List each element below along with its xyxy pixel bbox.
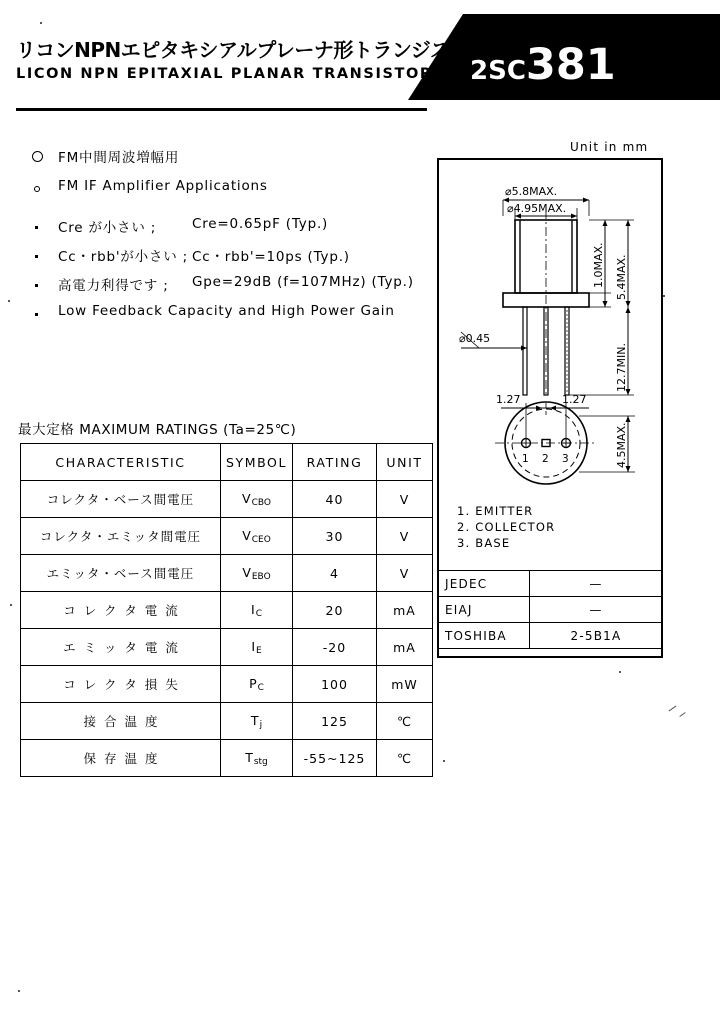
cell-symbol: $T_j$: [221, 703, 293, 740]
cell-unit: mA: [377, 592, 433, 629]
page-header: [0, 14, 720, 100]
table-row: [21, 555, 433, 592]
symbol-subscript: CEO: [251, 534, 271, 545]
cell-symbol: $P_C$: [221, 666, 293, 703]
scan-speck: [679, 712, 685, 717]
cell-characteristic: エミッタ電流: [21, 629, 221, 666]
scan-speck: [10, 604, 12, 606]
cell-unit: V: [377, 555, 433, 592]
header-divider-rule: [16, 108, 427, 111]
feature-text: FM中間周波増幅用: [58, 150, 180, 166]
cell-unit: mA: [377, 629, 433, 666]
cell-standard-name: EIAJ: [438, 597, 530, 623]
feature-value: Gpe=29dB (f=107MHz) (Typ.): [192, 274, 414, 290]
small-circle-bullet-icon: [32, 179, 40, 196]
scan-speck: [669, 706, 677, 712]
circle-bullet-icon: [32, 147, 43, 166]
feature-text: 高電力利得です ;: [58, 278, 169, 294]
dot-bullet-icon: [32, 217, 38, 233]
feature-item: [32, 303, 442, 332]
table-row: [21, 518, 433, 555]
table-header-row: [21, 444, 433, 481]
dim-body-height: 5.4MAX.: [615, 254, 628, 300]
dim-can-dia-max: ⌀4.95MAX.: [507, 202, 567, 215]
cell-symbol: $T_{stg}$: [221, 740, 293, 777]
table-row: [21, 740, 433, 777]
part-number-digits: 381: [525, 40, 616, 90]
table-row: [438, 597, 663, 623]
table-row: [21, 481, 433, 518]
feature-value: Cre=0.65pF (Typ.): [192, 216, 329, 232]
feature-item: [32, 146, 442, 178]
symbol-subscript: C: [257, 682, 264, 693]
cell-symbol: $V_{CEO}$: [221, 518, 293, 555]
title-japanese: リコンNPNエピタキシアルプレーナ形トランジスタ: [16, 38, 469, 62]
symbol-subscript: C: [255, 608, 262, 619]
scan-speck: [18, 990, 20, 992]
symbol-subscript: CBO: [251, 497, 271, 508]
table-row: [21, 703, 433, 740]
column-header-unit: UNIT: [377, 444, 433, 481]
table-row: [21, 629, 433, 666]
table-row: [21, 666, 433, 703]
cell-unit: mW: [377, 666, 433, 703]
part-number-block: [470, 40, 616, 90]
symbol-subscript: stg: [253, 756, 268, 767]
part-number-prefix: 2SC: [470, 56, 526, 86]
cell-unit: ℃: [377, 703, 433, 740]
features-list: [32, 146, 442, 332]
feature-text: Low Feedback Capacity and High Power Gain: [58, 303, 395, 319]
dot-bullet-icon: [32, 246, 38, 262]
feature-text: FM IF Amplifier Applications: [58, 178, 268, 194]
maximum-ratings-table: [20, 443, 433, 777]
dim-body-dia-max: ⌀5.8MAX.: [505, 185, 558, 198]
table-row: [438, 571, 663, 597]
pin-legend-item: 1. EMITTER: [457, 504, 534, 518]
pin-legend-item: 2. COLLECTOR: [457, 520, 556, 534]
pin-number-2: 2: [542, 453, 549, 465]
feature-item: [32, 178, 442, 216]
cell-standard-value: 2-5B1A: [530, 623, 663, 649]
column-header-rating: RATING: [293, 444, 377, 481]
cell-standard-value: —: [530, 597, 663, 623]
pin-number-1: 1: [522, 453, 529, 465]
cell-standard-name: JEDEC: [438, 571, 530, 597]
cell-rating: 125: [293, 703, 377, 740]
cell-characteristic: コレクタ電流: [21, 592, 221, 629]
feature-text: Cc・rbb'が小さい ;: [58, 249, 188, 265]
unit-note: Unit in mm: [570, 140, 649, 154]
symbol-subscript: E: [256, 645, 262, 656]
scan-speck: [8, 300, 10, 302]
cell-unit: V: [377, 518, 433, 555]
dot-bullet-icon: [32, 275, 38, 291]
feature-item: [32, 245, 442, 274]
cell-rating: -20: [293, 629, 377, 666]
dim-flange-thickness: 1.0MAX.: [592, 242, 605, 288]
symbol-subscript: EBO: [251, 571, 271, 582]
scan-speck: [40, 22, 42, 24]
scan-speck: [619, 671, 621, 673]
cell-rating: -55~125: [293, 740, 377, 777]
cell-rating: 30: [293, 518, 377, 555]
scan-speck: [443, 760, 445, 762]
scan-speck: [663, 295, 665, 297]
cell-characteristic: 保存温度: [21, 740, 221, 777]
ratings-title: 最大定格 MAXIMUM RATINGS (Ta=25℃): [18, 422, 297, 438]
dim-lead-length-min: 12.7MIN.: [615, 343, 628, 392]
feature-item: [32, 274, 442, 303]
dim-pin-pitch-left: 1.27: [496, 393, 521, 406]
column-header-characteristic: CHARACTERISTIC: [21, 444, 221, 481]
column-header-symbol: SYMBOL: [221, 444, 293, 481]
cell-symbol: $I_E$: [221, 629, 293, 666]
feature-value: Cc・rbb'=10ps (Typ.): [192, 249, 350, 265]
dim-pin-circle-max: 4.5MAX.: [615, 422, 628, 468]
title-english: LICON NPN EPITAXIAL PLANAR TRANSISTOR: [16, 66, 433, 82]
cell-rating: 40: [293, 481, 377, 518]
symbol-subscript: j: [259, 719, 263, 730]
dim-pin-pitch-right: 1.27: [562, 393, 587, 406]
cell-symbol: $V_{CBO}$: [221, 481, 293, 518]
cell-characteristic: コレクタ損失: [21, 666, 221, 703]
cell-standard-value: —: [530, 571, 663, 597]
cell-unit: V: [377, 481, 433, 518]
cell-characteristic: 接合温度: [21, 703, 221, 740]
feature-item: [32, 216, 442, 245]
cell-standard-name: TOSHIBA: [438, 623, 530, 649]
feature-text: Cre が小さい ;: [58, 220, 157, 236]
dot-bullet-icon: [32, 304, 38, 320]
dim-lead-dia: ⌀0.45: [459, 332, 491, 345]
pin-legend-item: 3. BASE: [457, 536, 511, 550]
table-row: [21, 592, 433, 629]
package-designation-table: [437, 570, 663, 649]
cell-characteristic: コレクタ・ベース間電圧: [21, 481, 221, 518]
cell-symbol: $V_{EBO}$: [221, 555, 293, 592]
table-row: [438, 623, 663, 649]
cell-symbol: $I_C$: [221, 592, 293, 629]
pin-number-3: 3: [562, 453, 569, 465]
cell-characteristic: エミッタ・ベース間電圧: [21, 555, 221, 592]
cell-rating: 20: [293, 592, 377, 629]
cell-unit: ℃: [377, 740, 433, 777]
cell-rating: 4: [293, 555, 377, 592]
cell-characteristic: コレクタ・エミッタ間電圧: [21, 518, 221, 555]
pin-function-legend: [457, 503, 555, 551]
cell-rating: 100: [293, 666, 377, 703]
